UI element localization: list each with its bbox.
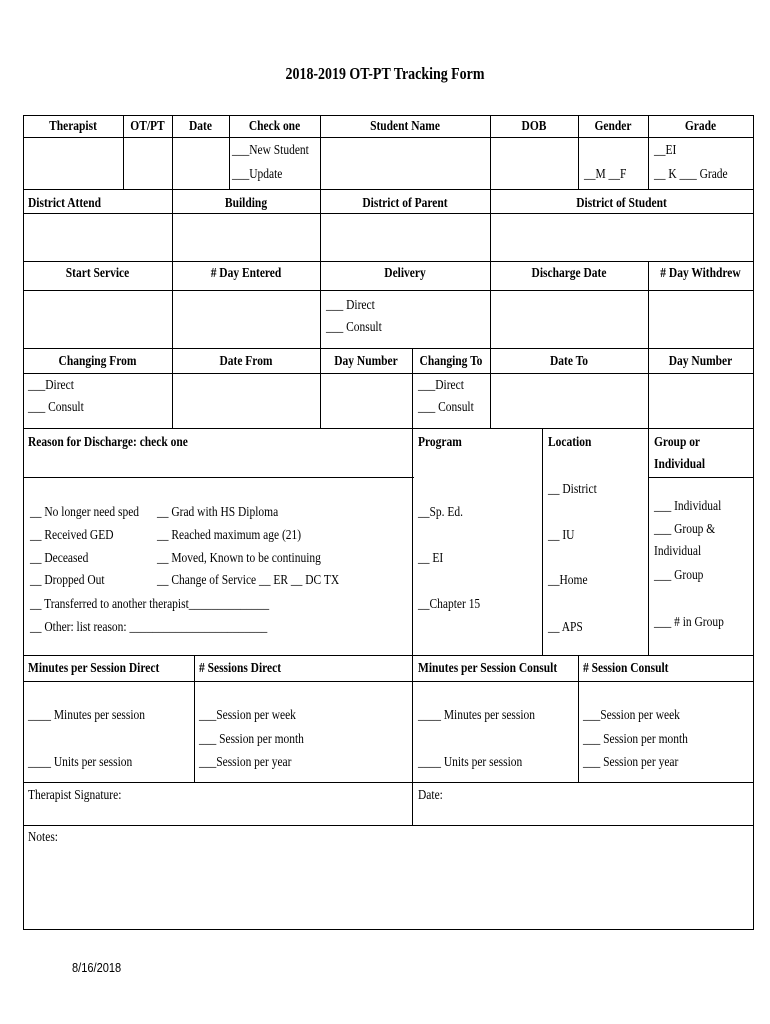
discharge-date-field[interactable] <box>491 291 648 348</box>
header-discharge-date: Discharge Date <box>531 266 607 281</box>
reason-transferred[interactable]: __ Transferred to another therapist______________ <box>30 597 270 612</box>
district-student-field[interactable] <box>491 214 753 261</box>
to-consult[interactable]: ___ Consult <box>418 400 474 415</box>
gender-options[interactable]: __M __F <box>584 167 627 182</box>
day-entered-field[interactable] <box>173 291 320 348</box>
district-parent-field[interactable] <box>321 214 490 261</box>
header-group-or: Group or <box>654 435 701 450</box>
delivery-direct[interactable]: ___ Direct <box>326 298 375 313</box>
dob-field[interactable] <box>491 138 578 189</box>
delivery-consult[interactable]: ___ Consult <box>326 320 382 335</box>
reason-grad-diploma[interactable]: __ Grad with HS Diploma <box>157 505 279 520</box>
group-individual-line2: Individual <box>654 544 702 559</box>
day-withdrew-field[interactable] <box>649 291 753 348</box>
footer-date: 8/16/2018 <box>72 960 122 975</box>
reason-received-ged[interactable]: __ Received GED <box>30 528 114 543</box>
group-group[interactable]: ___ Group <box>654 568 704 583</box>
header-building: Building <box>224 196 268 211</box>
sessions-consult-year[interactable]: ___ Session per year <box>583 755 679 770</box>
header-reason-discharge: Reason for Discharge: check one <box>28 435 188 450</box>
location-iu[interactable]: __ IU <box>548 528 575 543</box>
notes-label: Notes: <box>28 830 58 845</box>
header-gender: Gender <box>594 119 632 134</box>
date-label: Date: <box>418 788 443 803</box>
header-changing-from: Changing From <box>58 354 137 369</box>
reason-dropped-out[interactable]: __ Dropped Out <box>30 573 105 588</box>
student-name-field[interactable] <box>321 138 490 189</box>
header-date-to: Date To <box>550 354 588 369</box>
grade-ei[interactable]: __EI <box>654 143 677 158</box>
date-to-field[interactable] <box>491 374 648 428</box>
check-update[interactable]: ___Update <box>232 167 283 182</box>
header-check-one: Check one <box>248 119 301 134</box>
header-session-consult: # Session Consult <box>583 661 669 676</box>
program-chapter-15[interactable]: __Chapter 15 <box>418 597 481 612</box>
header-individual: Individual <box>654 457 706 472</box>
location-aps[interactable]: __ APS <box>548 620 583 635</box>
district-attend-field[interactable] <box>24 214 172 261</box>
header-district-attend: District Attend <box>28 196 102 211</box>
to-direct[interactable]: ___Direct <box>418 378 464 393</box>
header-therapist: Therapist <box>49 119 97 134</box>
header-dob: DOB <box>521 119 547 134</box>
header-date: Date <box>189 119 212 134</box>
signature-date-field[interactable] <box>450 783 753 825</box>
header-day-number-from: Day Number <box>334 354 398 369</box>
reason-no-longer-need[interactable]: __ No longer need sped <box>30 505 140 520</box>
group-individual[interactable]: ___ Individual <box>654 499 722 514</box>
notes-field[interactable] <box>24 850 753 929</box>
header-changing-to: Changing To <box>419 354 483 369</box>
start-service-field[interactable] <box>24 291 172 348</box>
header-program: Program <box>418 435 462 450</box>
reason-change-service[interactable]: __ Change of Service __ ER __ DC TX <box>157 573 340 588</box>
sessions-direct-week[interactable]: ___Session per week <box>199 708 296 723</box>
header-date-from: Date From <box>219 354 273 369</box>
reason-moved[interactable]: __ Moved, Known to be continuing <box>157 551 321 566</box>
header-min-session-consult: Minutes per Session Consult <box>418 661 558 676</box>
minutes-consult[interactable]: ____ Minutes per session <box>418 708 536 723</box>
therapist-signature-field[interactable] <box>160 783 412 825</box>
group-group-and[interactable]: ___ Group & <box>654 522 716 537</box>
otpt-field[interactable] <box>124 138 172 189</box>
header-district-parent: District of Parent <box>362 196 448 211</box>
header-min-session-direct: Minutes per Session Direct <box>28 661 160 676</box>
header-sessions-direct: # Sessions Direct <box>199 661 282 676</box>
header-start-service: Start Service <box>65 266 130 281</box>
day-number-from-field[interactable] <box>321 374 412 428</box>
reason-deceased[interactable]: __ Deceased <box>30 551 89 566</box>
program-ei[interactable]: __ EI <box>418 551 444 566</box>
header-day-entered: # Day Entered <box>210 266 282 281</box>
group-number-in-group[interactable]: ___ # in Group <box>654 615 724 630</box>
grade-k[interactable]: __ K ___ Grade <box>654 167 728 182</box>
date-from-field[interactable] <box>173 374 320 428</box>
location-district[interactable]: __ District <box>548 482 597 497</box>
header-delivery: Delivery <box>384 266 426 281</box>
therapist-signature-label: Therapist Signature: <box>28 788 122 803</box>
location-home[interactable]: __Home <box>548 573 588 588</box>
sessions-direct-month[interactable]: ___ Session per month <box>199 732 304 747</box>
header-day-withdrew: # Day Withdrew <box>660 266 741 281</box>
sessions-consult-month[interactable]: ___ Session per month <box>583 732 688 747</box>
units-direct[interactable]: ____ Units per session <box>28 755 133 770</box>
reason-other[interactable]: __ Other: list reason: ________________________ <box>30 620 268 635</box>
sessions-consult-week[interactable]: ___Session per week <box>583 708 680 723</box>
from-consult[interactable]: ___ Consult <box>28 400 84 415</box>
header-day-number-to: Day Number <box>668 354 733 369</box>
header-student-name: Student Name <box>370 119 440 134</box>
program-sp-ed[interactable]: __Sp. Ed. <box>418 505 463 520</box>
day-number-to-field[interactable] <box>649 374 753 428</box>
building-field[interactable] <box>173 214 320 261</box>
date-field[interactable] <box>173 138 229 189</box>
header-location: Location <box>548 435 592 450</box>
header-district-student: District of Student <box>576 196 667 211</box>
units-consult[interactable]: ____ Units per session <box>418 755 523 770</box>
reason-max-age[interactable]: __ Reached maximum age (21) <box>157 528 302 543</box>
header-grade: Grade <box>684 119 717 134</box>
check-new-student[interactable]: ___New Student <box>232 143 309 158</box>
from-direct[interactable]: ___Direct <box>28 378 74 393</box>
sessions-direct-year[interactable]: ___Session per year <box>199 755 292 770</box>
minutes-direct[interactable]: ____ Minutes per session <box>28 708 146 723</box>
form-title: 2018-2019 OT-PT Tracking Form <box>285 64 485 83</box>
therapist-field[interactable] <box>24 138 123 189</box>
header-otpt: OT/PT <box>130 119 165 134</box>
